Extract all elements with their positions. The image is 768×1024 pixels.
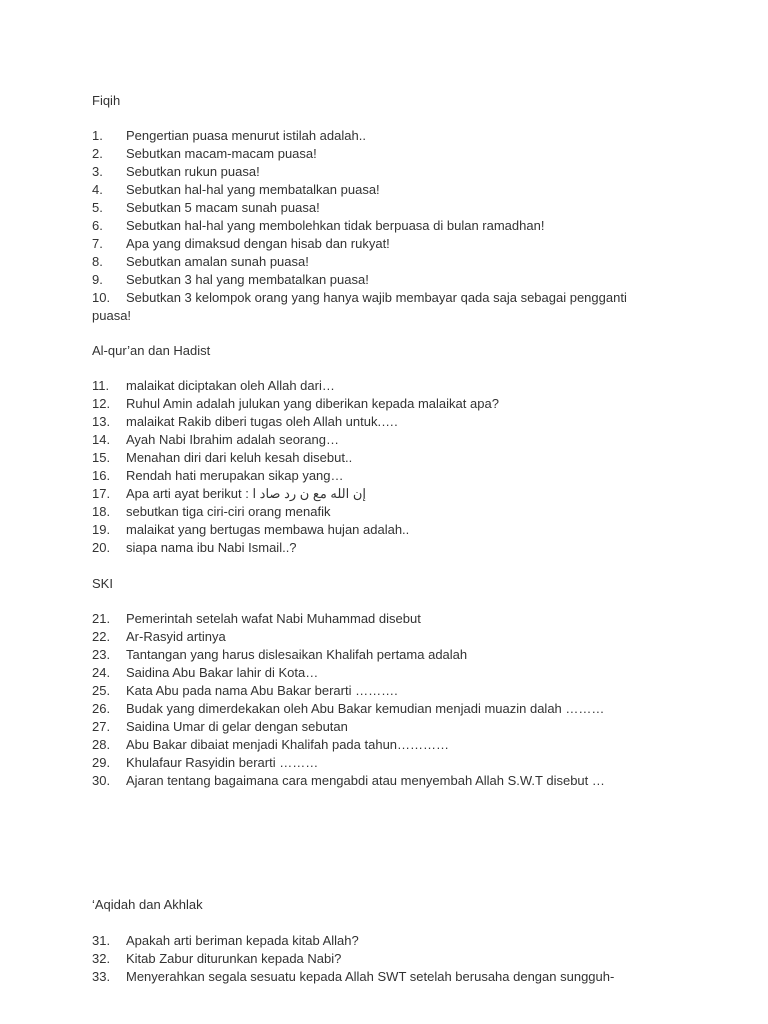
list-item: 14. Ayah Nabi Ibrahim adalah seorang… <box>92 432 339 447</box>
list-item: 31. Apakah arti beriman kepada kitab Allah? <box>92 933 359 948</box>
list-item: 1. Pengertian puasa menurut istilah adalah.. <box>92 128 366 143</box>
list-item: 24. Saidina Abu Bakar lahir di Kota… <box>92 665 319 680</box>
list-item: 26. Budak yang dimerdekakan oleh Abu Bakar kemudian menjadi muazin dalah ……… <box>92 701 605 716</box>
section-heading-aqidah-akhlak: ‘Aqidah dan Akhlak <box>92 897 203 912</box>
list-item: 2. Sebutkan macam-macam puasa! <box>92 146 317 161</box>
list-item: 21. Pemerintah setelah wafat Nabi Muhammad disebut <box>92 611 421 626</box>
list-item: 28. Abu Bakar dibaiat menjadi Khalifah pada tahun………… <box>92 737 450 752</box>
list-item: 5. Sebutkan 5 macam sunah puasa! <box>92 200 320 215</box>
list-item-continuation: puasa! <box>92 308 132 323</box>
list-item: 11. malaikat diciptakan oleh Allah dari… <box>92 378 335 393</box>
list-item: 9. Sebutkan 3 hal yang membatalkan puasa! <box>92 272 369 287</box>
list-item: 3. Sebutkan rukun puasa! <box>92 164 260 179</box>
list-item: 17. Apa arti ayat berikut : إن الله مع ن رد صاد ا <box>92 486 367 501</box>
list-item: 25. Kata Abu pada nama Abu Bakar berarti ………. <box>92 683 398 698</box>
list-item: 16. Rendah hati merupakan sikap yang… <box>92 468 344 483</box>
list-item: 15. Menahan diri dari keluh kesah disebut.. <box>92 450 353 465</box>
list-item: 12. Ruhul Amin adalah julukan yang diberikan kepada malaikat apa? <box>92 396 499 411</box>
list-item: 8. Sebutkan amalan sunah puasa! <box>92 254 309 269</box>
list-item: 13. malaikat Rakib diberi tugas oleh Allah untuk.…. <box>92 414 398 429</box>
section-heading-alquran-hadist: Al-qur’an dan Hadist <box>92 343 211 358</box>
list-item: 6. Sebutkan hal-hal yang membolehkan tidak berpuasa di bulan ramadhan! <box>92 218 545 233</box>
list-item: 30. Ajaran tentang bagaimana cara mengabdi atau menyembah Allah S.W.T disebut … <box>92 773 605 788</box>
section-heading-fiqih: Fiqih <box>92 93 121 108</box>
list-item: 27. Saidina Umar di gelar dengan sebutan <box>92 719 348 734</box>
list-item: 7. Apa yang dimaksud dengan hisab dan rukyat! <box>92 236 390 251</box>
list-item: 20. siapa nama ibu Nabi Ismail..? <box>92 540 297 555</box>
list-item: 29. Khulafaur Rasyidin berarti ……… <box>92 755 319 770</box>
list-item: 18. sebutkan tiga ciri-ciri orang menafik <box>92 504 331 519</box>
list-item: 33. Menyerahkan segala sesuatu kepada Allah SWT setelah berusaha dengan sungguh- <box>92 969 615 984</box>
section-heading-ski: SKI <box>92 576 113 591</box>
list-item: 10. Sebutkan 3 kelompok orang yang hanya wajib membayar qada saja sebagai pengganti <box>92 290 627 305</box>
list-item: 19. malaikat yang bertugas membawa hujan adalah.. <box>92 522 410 537</box>
list-item: 32. Kitab Zabur diturunkan kepada Nabi? <box>92 951 342 966</box>
list-item: 22. Ar-Rasyid artinya <box>92 629 226 644</box>
list-item: 23. Tantangan yang harus dislesaikan Khalifah pertama adalah <box>92 647 468 662</box>
list-item: 4. Sebutkan hal-hal yang membatalkan puasa! <box>92 182 380 197</box>
